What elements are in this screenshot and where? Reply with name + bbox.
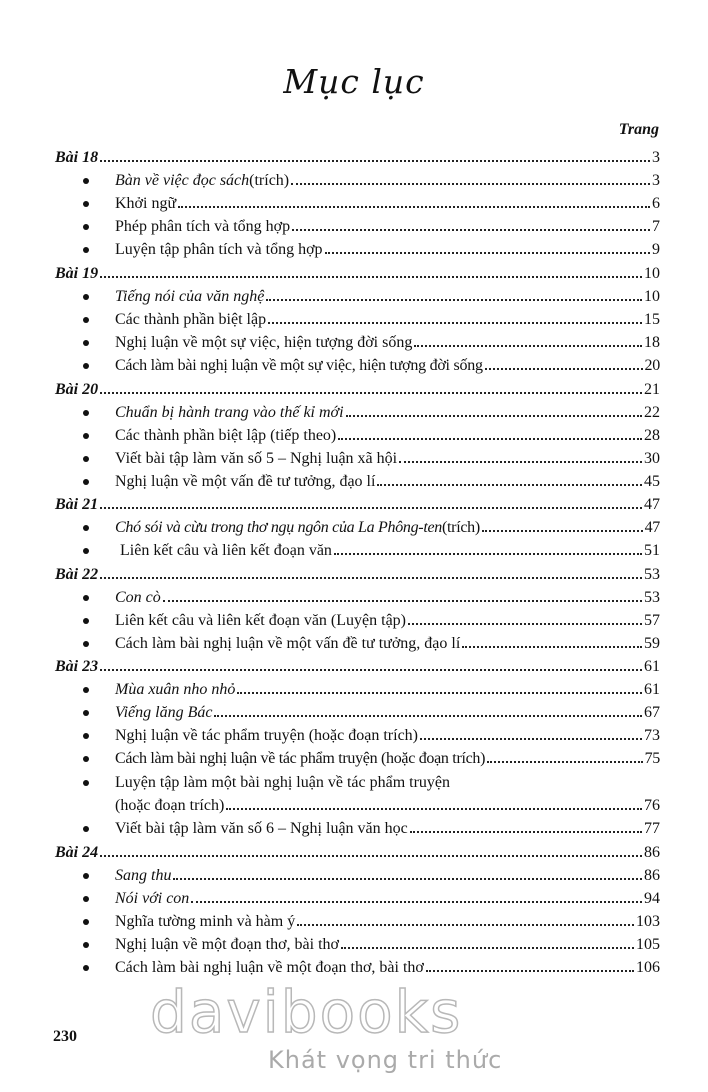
toc-entry-continued[interactable] xyxy=(115,793,660,815)
leader-dots xyxy=(325,252,650,254)
toc-page: 77 xyxy=(644,820,660,837)
toc-entry[interactable] xyxy=(115,816,660,838)
toc-label: Mùa xuân nho nhỏ xyxy=(115,681,236,698)
bullet-icon xyxy=(83,410,89,416)
bullet-icon xyxy=(83,756,89,762)
toc-label: Nghĩa tường minh và hàm ý xyxy=(115,913,296,930)
toc-entry[interactable] xyxy=(115,168,660,190)
leader-dots xyxy=(163,600,642,602)
toc-entry[interactable] xyxy=(115,353,660,375)
toc-label: Bài 21 xyxy=(55,496,99,513)
toc-label: (hoặc đoạn trích) xyxy=(115,797,225,814)
bullet-icon xyxy=(83,641,89,647)
toc-heading-bai-24[interactable] xyxy=(55,840,660,862)
toc-page: 3 xyxy=(652,149,660,166)
toc-label: Cách làm bài nghị luận về một đoạn thơ, bài thơ xyxy=(115,959,424,976)
toc-label-suffix: (trích) xyxy=(249,172,290,189)
toc-page: 75 xyxy=(644,750,660,767)
toc-page: 51 xyxy=(644,542,660,559)
leader-dots xyxy=(487,761,642,763)
leader-dots xyxy=(426,970,634,972)
toc-page: 30 xyxy=(644,450,660,467)
leader-dots xyxy=(100,577,642,579)
toc-page: 57 xyxy=(644,612,660,629)
bullet-icon xyxy=(83,456,89,462)
watermark-brand: davibooks xyxy=(150,978,463,1046)
leader-dots xyxy=(173,878,642,880)
leader-dots xyxy=(178,206,650,208)
toc-label: Bài 24 xyxy=(55,844,99,861)
toc-heading-bai-23[interactable] xyxy=(55,654,660,676)
toc-entry[interactable] xyxy=(115,214,660,236)
toc-label: Bài 18 xyxy=(55,149,99,166)
toc-entry[interactable] xyxy=(115,400,660,422)
page-title: Mục lục xyxy=(283,62,425,101)
toc-label: Luyện tập phân tích và tổng hợp xyxy=(115,241,323,258)
bullet-icon xyxy=(83,780,89,786)
toc-entry[interactable] xyxy=(115,608,660,630)
toc-label: Liên kết câu và liên kết đoạn văn xyxy=(120,542,332,559)
toc-page: 28 xyxy=(644,427,660,444)
toc-label-suffix: (trích) xyxy=(442,519,480,536)
toc-label: Liên kết câu và liên kết đoạn văn (Luyện tập) xyxy=(115,612,406,629)
toc-label: Cách làm bài nghị luận về một vấn đề tư tưởng, đạo lí xyxy=(115,635,461,652)
bullet-icon xyxy=(83,710,89,716)
toc-page: 94 xyxy=(644,890,660,907)
bullet-icon xyxy=(83,733,89,739)
bullet-icon xyxy=(83,618,89,624)
page-column-header: Trang xyxy=(618,121,659,138)
toc-entry[interactable] xyxy=(115,863,660,885)
toc-heading-bai-20[interactable] xyxy=(55,377,660,399)
toc-page: 61 xyxy=(644,681,660,698)
leader-dots xyxy=(226,808,642,810)
toc-label: Cách làm bài nghị luận về một sự việc, hiện tượng đời sống xyxy=(115,357,483,374)
leader-dots xyxy=(268,322,642,324)
toc-page: 61 xyxy=(644,658,660,675)
toc-entry[interactable] xyxy=(115,307,660,329)
toc-entry[interactable] xyxy=(115,191,660,213)
toc-label: Các thành phần biệt lập (tiếp theo) xyxy=(115,427,337,444)
leader-dots xyxy=(377,484,642,486)
toc-page: 53 xyxy=(644,589,660,606)
toc-page: 105 xyxy=(636,936,660,953)
toc-label: Luyện tập làm một bài nghị luận về tác phẩm truyện xyxy=(115,774,451,791)
leader-dots xyxy=(100,507,642,509)
leader-dots xyxy=(191,901,642,903)
bullet-icon xyxy=(83,873,89,879)
leader-dots xyxy=(100,276,642,278)
toc-label: Sang thu xyxy=(115,867,172,884)
leader-dots xyxy=(100,160,650,162)
leader-dots xyxy=(482,530,643,532)
toc-page: 9 xyxy=(652,241,660,258)
toc-page: 103 xyxy=(636,913,660,930)
toc-label: Bài 23 xyxy=(55,658,99,675)
toc-label: Bài 22 xyxy=(55,566,99,583)
bullet-icon xyxy=(83,178,89,184)
leader-dots xyxy=(414,345,642,347)
toc-page: 20 xyxy=(644,357,660,374)
leader-dots xyxy=(291,183,650,185)
toc-page: 7 xyxy=(652,218,660,235)
toc-page: 21 xyxy=(644,381,660,398)
bullet-icon xyxy=(83,201,89,207)
leader-dots xyxy=(237,692,642,694)
toc-entry[interactable] xyxy=(115,631,660,653)
toc-entry[interactable] xyxy=(115,932,660,954)
bullet-icon xyxy=(83,687,89,693)
toc-page: 15 xyxy=(644,311,660,328)
leader-dots xyxy=(266,299,642,301)
toc-heading-bai-21[interactable] xyxy=(55,492,660,514)
toc-label: Cách làm bài nghị luận về tác phẩm truyện (hoặc đoạn trích) xyxy=(115,750,486,767)
watermark-slogan: Khát vọng tri thức xyxy=(268,1046,503,1074)
toc-page: 86 xyxy=(644,867,660,884)
toc-heading-bai-19[interactable] xyxy=(55,261,660,283)
bullet-icon xyxy=(83,826,89,832)
leader-dots xyxy=(485,368,643,370)
leader-dots xyxy=(410,831,642,833)
toc-label: Viết bài tập làm văn số 5 – Nghị luận xã hội xyxy=(115,450,398,467)
leader-dots xyxy=(100,855,642,857)
leader-dots xyxy=(338,438,642,440)
toc-entry[interactable] xyxy=(115,423,660,445)
leader-dots xyxy=(100,669,642,671)
toc-label: Nói với con xyxy=(115,890,190,907)
leader-dots xyxy=(408,623,642,625)
toc-label: Bài 19 xyxy=(55,265,99,282)
bullet-icon xyxy=(83,224,89,230)
toc-label: Viết bài tập làm văn số 6 – Nghị luận văn học xyxy=(115,820,408,837)
toc-label: Nghị luận về tác phẩm truyện (hoặc đoạn trích) xyxy=(115,727,418,744)
leader-dots xyxy=(100,392,642,394)
toc-page: 10 xyxy=(644,288,660,305)
toc-page: 6 xyxy=(652,195,660,212)
page-number: 230 xyxy=(53,1028,77,1045)
toc-page: 47 xyxy=(644,519,660,536)
toc-entry[interactable] xyxy=(115,284,660,306)
toc-page: 22 xyxy=(644,404,660,421)
toc-entry[interactable] xyxy=(115,700,660,722)
toc-heading-bai-22[interactable] xyxy=(55,562,660,584)
toc-entry[interactable] xyxy=(115,746,660,768)
toc-entry xyxy=(115,770,660,792)
toc-page: 59 xyxy=(644,635,660,652)
bullet-icon xyxy=(83,433,89,439)
toc-label: Các thành phần biệt lập xyxy=(115,311,267,328)
leader-dots xyxy=(334,553,642,555)
toc-page: 10 xyxy=(644,265,660,282)
toc-label: Chó sói và cừu trong thơ ngụ ngôn của La Phông-ten xyxy=(115,519,442,536)
bullet-icon xyxy=(83,294,89,300)
leader-dots xyxy=(399,461,642,463)
toc-entry[interactable] xyxy=(115,886,660,908)
leader-dots xyxy=(462,646,642,648)
toc-page: 47 xyxy=(644,496,660,513)
toc-entry[interactable] xyxy=(115,955,660,977)
toc-entry[interactable] xyxy=(115,677,660,699)
leader-dots xyxy=(420,738,642,740)
toc-heading-bai-18[interactable] xyxy=(55,145,660,167)
leader-dots xyxy=(341,947,634,949)
toc-entry[interactable] xyxy=(115,330,660,352)
bullet-icon xyxy=(83,247,89,253)
toc-label: Bài 20 xyxy=(55,381,99,398)
bullet-icon xyxy=(83,896,89,902)
toc-page: 67 xyxy=(644,704,660,721)
toc-page: 86 xyxy=(644,844,660,861)
bullet-icon xyxy=(83,595,89,601)
toc-entry[interactable] xyxy=(120,538,660,560)
toc-label: Chuẩn bị hành trang vào thế kỉ mới xyxy=(115,404,344,421)
leader-dots xyxy=(346,415,642,417)
toc-label: Tiếng nói của văn nghệ xyxy=(115,288,265,305)
leader-dots xyxy=(292,229,650,231)
bullet-icon xyxy=(83,479,89,485)
toc-entry[interactable] xyxy=(115,446,660,468)
bullet-icon xyxy=(83,340,89,346)
bullet-icon xyxy=(83,317,89,323)
toc-label: Nghị luận về một sự việc, hiện tượng đời sống xyxy=(115,334,413,351)
leader-dots xyxy=(214,715,642,717)
toc-page: 53 xyxy=(644,566,660,583)
toc-label: Khởi ngữ xyxy=(115,195,177,212)
leader-dots xyxy=(297,924,634,926)
bullet-icon xyxy=(83,919,89,925)
toc-page: 18 xyxy=(644,334,660,351)
toc-label: Bàn về việc đọc sách xyxy=(115,172,250,189)
bullet-icon xyxy=(83,525,89,531)
toc-entry[interactable] xyxy=(115,909,660,931)
toc-page: 106 xyxy=(636,959,660,976)
toc-label: Nghị luận về một đoạn thơ, bài thơ xyxy=(115,936,339,953)
toc-label: Nghị luận về một vấn đề tư tưởng, đạo lí xyxy=(115,473,376,490)
toc-entry[interactable] xyxy=(115,469,660,491)
toc-page: 3 xyxy=(652,172,660,189)
toc-entry[interactable] xyxy=(115,585,660,607)
toc-label: Con cò xyxy=(115,589,161,606)
bullet-icon xyxy=(83,965,89,971)
bullet-icon xyxy=(83,942,89,948)
bullet-icon xyxy=(83,548,89,554)
toc-label: Viếng lăng Bác xyxy=(115,704,213,721)
toc-page: 76 xyxy=(644,797,660,814)
toc-entry[interactable] xyxy=(115,723,660,745)
bullet-icon xyxy=(83,363,89,369)
toc-page: 45 xyxy=(644,473,660,490)
toc-label: Phép phân tích và tổng hợp xyxy=(115,218,291,235)
toc-entry[interactable] xyxy=(115,515,660,537)
toc-entry[interactable] xyxy=(115,237,660,259)
toc-page: 73 xyxy=(644,727,660,744)
